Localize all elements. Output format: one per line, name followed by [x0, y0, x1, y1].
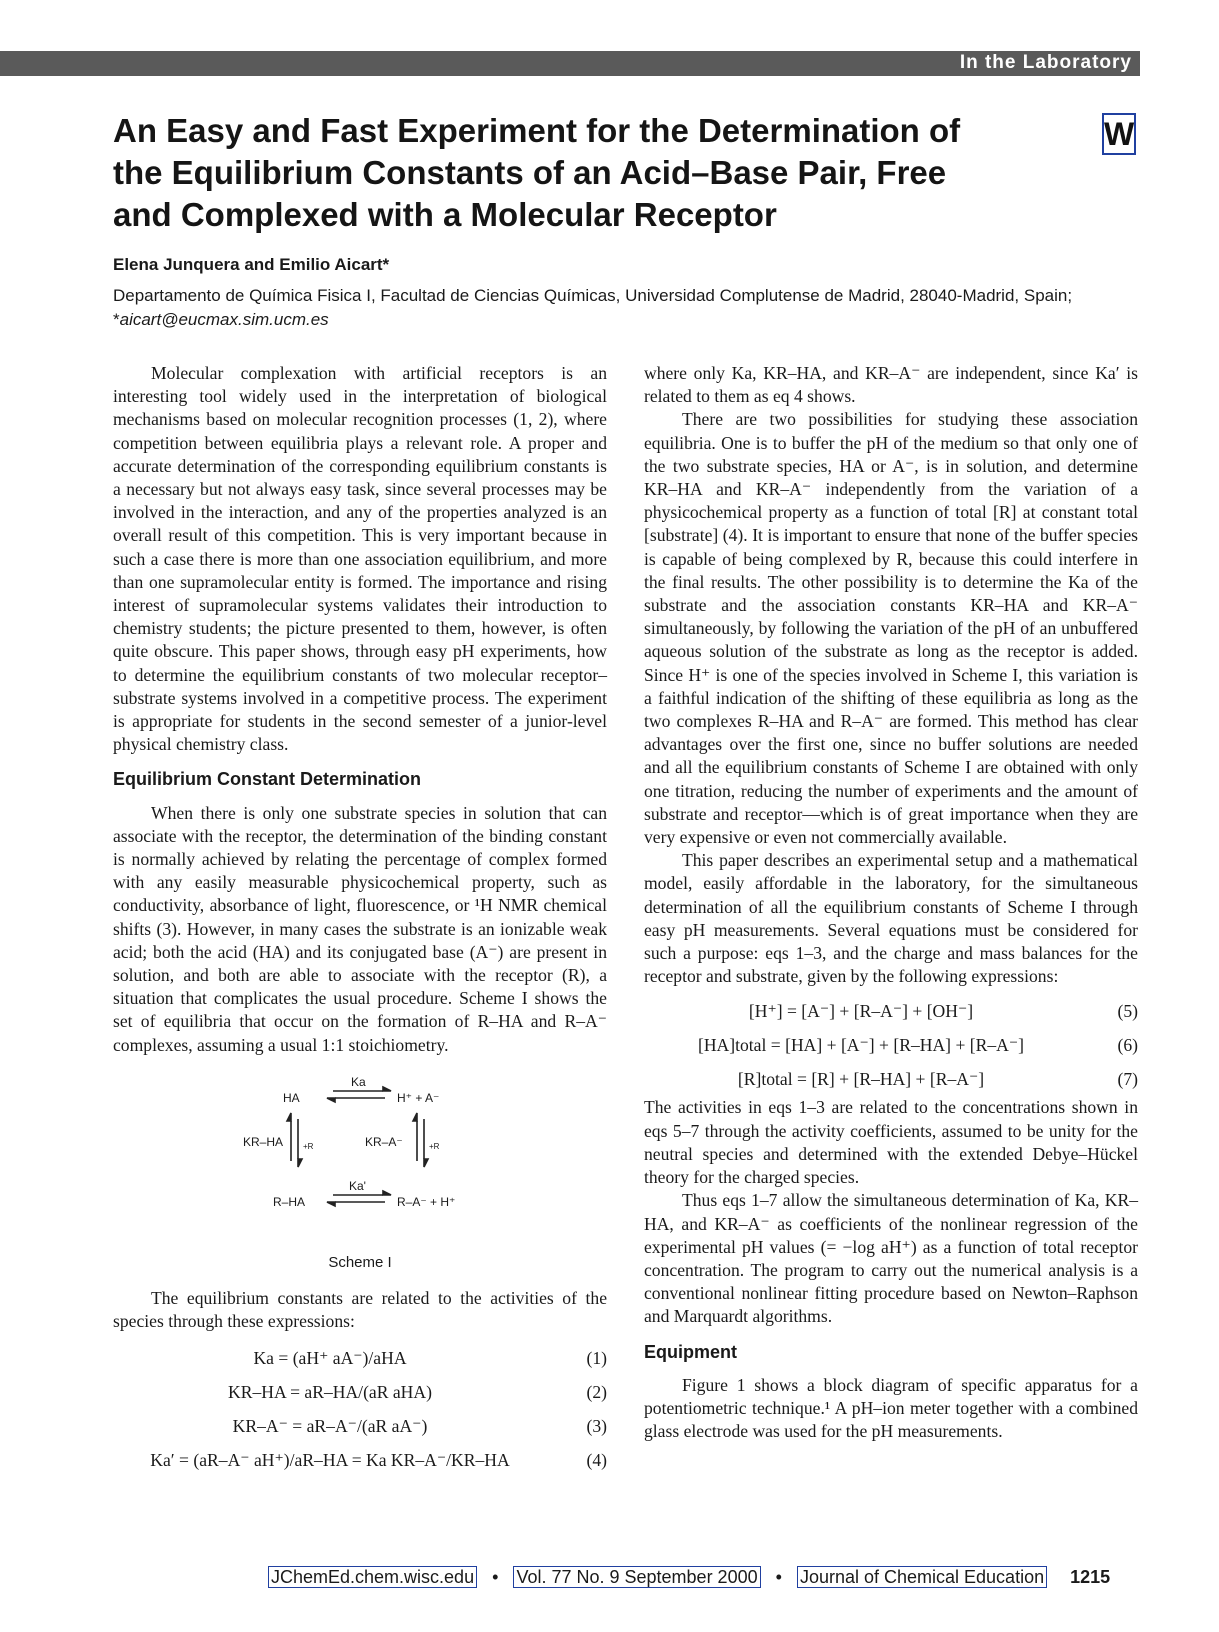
paragraph-experimental-setup: This paper describes an experimental setup and a mathematical model, easily affordable in the laboratory, for the simultaneous determination of all the equilibrium constants of Scheme I through easy pH measurements. Several equations must be considered for such a purpose: eqs 1–3, and the charge and mass balances for the receptor and substrate, given by the following expressions:	[644, 850, 1138, 987]
intro-paragraph: Molecular complexation with artificial receptors is an interesting tool widely used in the interpretation of biological mechanisms based on molecular recognition processes (1, 2), where competition between equilibria plays a relevant role. A proper and accurate determination of the corresponding equilibrium constants is a necessary but not always easy task, since several processes may be involved in the interaction, and any of the properties analyzed is an overall result of this competition. This is very important because in such a case there is more than one association equilibrium, and more than one supramolecular entity is formed. The importance and rising interest of supramolecular systems validates their introduction to chemistry students; the picture presented to them, however, is often quite obscure. This paper shows, through easy pH experiments, how to determine the equilibrium constants of two molecular receptor–substrate systems involved in a competitive process. The experiment is appropriate for students in the second semester of a junior-level physical chemistry class.	[113, 363, 607, 755]
equation-block-5-7	[644, 994, 1138, 1096]
footer-journal-link[interactable]: Journal of Chemical Education	[797, 1566, 1047, 1588]
authors: Elena Junquera and Emilio Aicart*	[113, 255, 390, 274]
equation-block-1-4	[113, 1341, 607, 1477]
equation-3: KR–A⁻ = aR–A⁻/(aR aA⁻) (3)	[232, 1416, 607, 1437]
footer-site-link[interactable]: JChemEd.chem.wisc.edu	[268, 1566, 477, 1588]
section-label: In the Laboratory	[959, 52, 1132, 73]
affiliation-text: Departamento de Química Fisica I, Facultad de Ciencias Químicas, Universidad Complutense de Madrid, 28040-Madrid, Spain; *	[113, 286, 1073, 329]
footer-bullet: •	[775, 1567, 782, 1587]
paragraph-substrate: When there is only one substrate species in solution that can associate with the receptor, the determination of the binding constant is normally achieved by relating the percentage of complex formed with any easily measurable physicochemical property, such as conductivity, absorbance of light, fluorescence, or ¹H NMR chemical shifts (3). However, in many cases the substrate is an ionizable weak acid; both the acid (HA) and its conjugated base (A⁻) are present in solution, and both are able to associate with the receptor (R), a situation that complicates the usual procedure. Scheme I shows the set of equilibria that occur on the formation of R–HA and R–A⁻ complexes, assuming a usual 1:1 stoichiometry.	[113, 802, 607, 1055]
article-title: An Easy and Fast Experiment for the Determination of the Equilibrium Constants of an Acid–Base Pair, Free and Complexed with a Molecular Receptor	[113, 112, 961, 233]
equation-6: [HA]total = [HA] + [A⁻] + [R–HA] + [R–A⁻] (6)	[697, 1035, 1138, 1056]
section-heading-equilibrium: Equilibrium Constant Determination	[113, 769, 422, 790]
page-number: 1215	[1070, 1567, 1111, 1587]
section-header-bar	[0, 51, 1140, 76]
paragraph-regression: Thus eqs 1–7 allow the simultaneous determination of Ka, KR–HA, and KR–A⁻ as coefficients of the nonlinear regression of the experimental pH values (= −log aH⁺) as a function of total receptor concentration. The program to carry out the numerical analysis is a conventional nonlinear fitting procedure based on Newton–Raphson and Marquardt algorithms.	[644, 1190, 1138, 1327]
right-column	[644, 362, 1138, 1443]
footer-volume-link[interactable]: Vol. 77 No. 9 September 2000	[513, 1566, 760, 1588]
equation-2: KR–HA = aR–HA/(aR aHA) (2)	[228, 1382, 607, 1403]
scheme-caption: Scheme I	[328, 1253, 392, 1271]
paragraph-equipment: Figure 1 shows a block diagram of specific apparatus for a potentiometric technique.¹ A pH–ion meter together with a combined glass electrode was used for the pH measurements.	[644, 1374, 1138, 1442]
left-column	[113, 362, 607, 1477]
web-supplement-icon[interactable]: W	[1102, 113, 1136, 155]
footer-bullet: •	[492, 1567, 499, 1587]
scheme-label-ka: Ka	[351, 1074, 366, 1089]
scheme-arrows	[113, 1071, 607, 1251]
scheme-label-plus-r-left: +R	[303, 1141, 314, 1151]
scheme-label-k-ra: KR–A⁻	[365, 1134, 403, 1149]
equation-1: Ka = (aH⁺ aA⁻)/aHA (1)	[253, 1348, 607, 1369]
equation-7: [R]total = [R] + [R–HA] + [R–A⁻] (7)	[737, 1069, 1138, 1090]
equation-5: [H⁺] = [A⁻] + [R–A⁻] + [OH⁻] (5)	[748, 1001, 1138, 1022]
scheme-label-ka-prime: Ka'	[349, 1178, 366, 1193]
scheme-diagram	[113, 1071, 607, 1271]
scheme-label-r-a-h: R–A⁻ + H⁺	[397, 1194, 456, 1209]
author-email[interactable]: aicart@eucmax.sim.ucm.es	[119, 310, 329, 329]
affiliation	[113, 284, 1073, 332]
scheme-label-k-rha: KR–HA	[243, 1134, 284, 1149]
scheme-label-h-a: H⁺ + A⁻	[397, 1090, 440, 1105]
equation-4: Ka′ = (aR–A⁻ aH⁺)/aR–HA = Ka KR–A⁻/KR–HA (4)	[150, 1450, 607, 1471]
paragraph-activities: The equilibrium constants are related to the activities of the species through these expressions:	[113, 1287, 607, 1332]
section-heading-equipment: Equipment	[644, 1341, 737, 1362]
paragraph-independent-constants: where only Ka, KR–HA, and KR–A⁻ are independent, since Ka′ is related to them as eq 4 shows.	[644, 363, 1138, 407]
scheme-label-ha: HA	[283, 1090, 300, 1105]
paragraph-activities-relation: The activities in eqs 1–3 are related to the concentrations shown in eqs 5–7 through the activity coefficients, assumed to be unity for the neutral species and determined with the extended Debye–Hückel theory for the charged species.	[644, 1097, 1138, 1188]
page-footer	[268, 1567, 1148, 1588]
paragraph-two-possibilities: There are two possibilities for studying these association equilibria. One is to buffer the pH of the medium so that only one of the two substrate species, HA or A⁻, is in solution, and determine KR–HA and KR–A⁻ independently from the variation of a physicochemical property as a function of total [R] at constant total [substrate] (4). It is important to ensure that none of the buffer species is capable of being complexed by R, because this could interfere in the final results. The other possibility is to determine the Ka of the substrate and the association constants KR–HA and KR–A⁻ simultaneously, by following the variation of the pH of an unbuffered aqueous solution of the substrate as long as the receptor is added. Since H⁺ is one of the species involved in Scheme I, this variation is a faithful indication of the shifting of these equilibria as long as the two complexes R–HA and R–A⁻ are formed. This method has clear advantages over the first one, since no buffer solutions are needed and all the equilibrium constants of Scheme I are obtained with only one titration, reducing the number of experiments and the amount of substrate and receptor—which is of great importance when they are very expensive or even not commercially available.	[644, 409, 1138, 848]
scheme-label-r-ha: R–HA	[273, 1194, 306, 1209]
scheme-label-plus-r-right: +R	[429, 1141, 440, 1151]
